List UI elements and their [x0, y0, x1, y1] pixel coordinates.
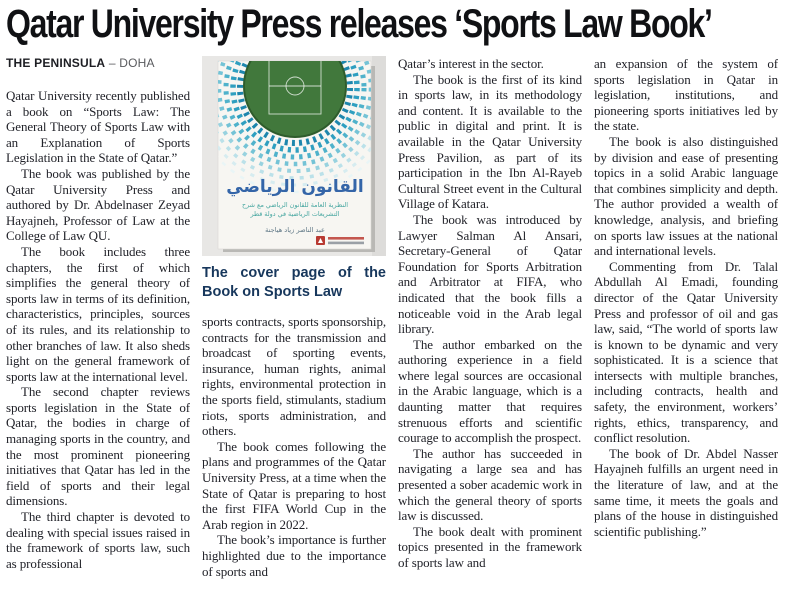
paragraph: an expansion of the system of sports legislation in Qatar in legislation, institutions, and pioneering sports initiatives led by the state.	[594, 56, 778, 134]
paragraph: Qatar University recently published a book on “Sports Law: The General Theory of Sports Law with an Explanation of Sports Legislation in the State of Qatar.”	[6, 88, 190, 166]
paragraph: The third chapter is devoted to dealing with special issues raised in the framework of sports law, such as professional	[6, 509, 190, 571]
paragraph: The author has succeeded in navigating a large sea and has presented a sober academic work in which the general theory of sports law is discussed.	[398, 445, 582, 524]
paragraph: Commenting from Dr. Talal Abdullah Al Emadi, founding director of the Qatar University Press and professor of oil and gas law, said, “The world of sports law is known to be dynamic and very sophisticated. It is a science that intersects with multiple branches, including contracts, health and safety, the environment, workers’ rights, ethics, transparency, and conflict resolution.	[594, 258, 778, 446]
article-column-3	[398, 56, 582, 615]
article-column-4	[594, 56, 778, 615]
figure-caption: The cover page of the Book on Sports Law	[202, 265, 386, 300]
paragraph: The second chapter reviews sports legislation in the State of Qatar, the bodies in charge of managing sports in the country, and the most prominent pioneering initiatives that Qatar has led in the field of sports and their legal dimensions.	[6, 384, 190, 509]
paragraph: The author embarked on the authoring experience in a field where legal sources are occasional in the Arabic language, which is a daunting matter that requires strenuous efforts and scientific courage to accomplish the prospect.	[398, 336, 582, 446]
book-cover-photo	[202, 56, 386, 256]
paragraph: Qatar’s interest in the sector.	[398, 56, 544, 71]
byline-source: THE PENINSULA	[6, 56, 106, 70]
paragraph: The book dealt with prominent topics presented in the framework of sports law and	[398, 523, 582, 570]
paragraph: sports contracts, sports sponsorship, contracts for the transmission and broadcast of sporting events, insurance, human rights, animal rights, environmental protection in the sports field, stimulants, stadium riots, sports administration, and others.	[202, 314, 386, 439]
paragraph: The book was published by the Qatar University Press and authored by Dr. Abdelnaser Zeyad Hayajneh, Professor of Law at the College of Law QU.	[6, 165, 190, 244]
byline-location: DOHA	[119, 56, 155, 70]
book-title-arabic: القانون الرياضي	[226, 177, 364, 197]
article-columns	[0, 56, 787, 615]
article-column-1	[6, 56, 190, 615]
article-column-2	[202, 56, 386, 615]
headline-container	[0, 0, 787, 52]
paragraph: The book’s importance is further highlighted due to the importance of sports and	[202, 532, 386, 579]
byline-separator: –	[108, 56, 116, 70]
paragraph: The book comes following the plans and programmes of the Qatar University Press, at a time when the State of Qatar is preparing to host the first FIFA World Cup in the Arab region in 2022.	[202, 438, 386, 532]
page-title: Qatar University Press releases ‘Sports Law Book’	[6, 2, 712, 46]
byline	[6, 56, 190, 70]
book-cover-figure	[202, 56, 386, 302]
paragraph: The book includes three chapters, the first of which simplifies the general theory of sports law in terms of its definition, characteristics, principles, sources of its rules, and its relationship to other branches of law. It also sheds light on the general framework of sports law at the international level.	[6, 243, 190, 384]
book-author-arabic: عبد الناصر زياد هياجنة	[265, 226, 325, 234]
paragraph: The book was introduced by Lawyer Salman Al Ansari, Secretary-General of Qatar Foundation for Sports Arbitration and Arbitrator at FIFA, who indicated that the book fills a noticeable void in the Arab legal library.	[398, 211, 582, 337]
book-subtitle-arabic-line1: النظرية العامة للقانون الرياضي مع شرح	[242, 201, 348, 209]
paragraph: The book is the first of its kind in sports law, in its methodology and content. It is available to the public in digital and print. It is available in the Qatar University Press Pavilion, as part of its participation in the Ibn Al-Rayeb Cultural Street event in the Cultural Village of Katara.	[398, 71, 582, 212]
paragraph: The book of Dr. Abdel Nasser Hayajneh fulfills an urgent need in the literature of law, and at the same time, it meets the goals and plans of the house in distinguished scientific publishing.”	[594, 445, 778, 539]
paragraph: The book is also distinguished by division and ease of presenting topics in a solid Arabic language that combines simplicity and depth. The author provided a wealth of knowledge, analysis, and briefing on sports law issues at the national and international levels.	[594, 133, 778, 259]
book-subtitle-arabic-line2: التشريعات الرياضية في دولة قطر	[250, 210, 340, 218]
